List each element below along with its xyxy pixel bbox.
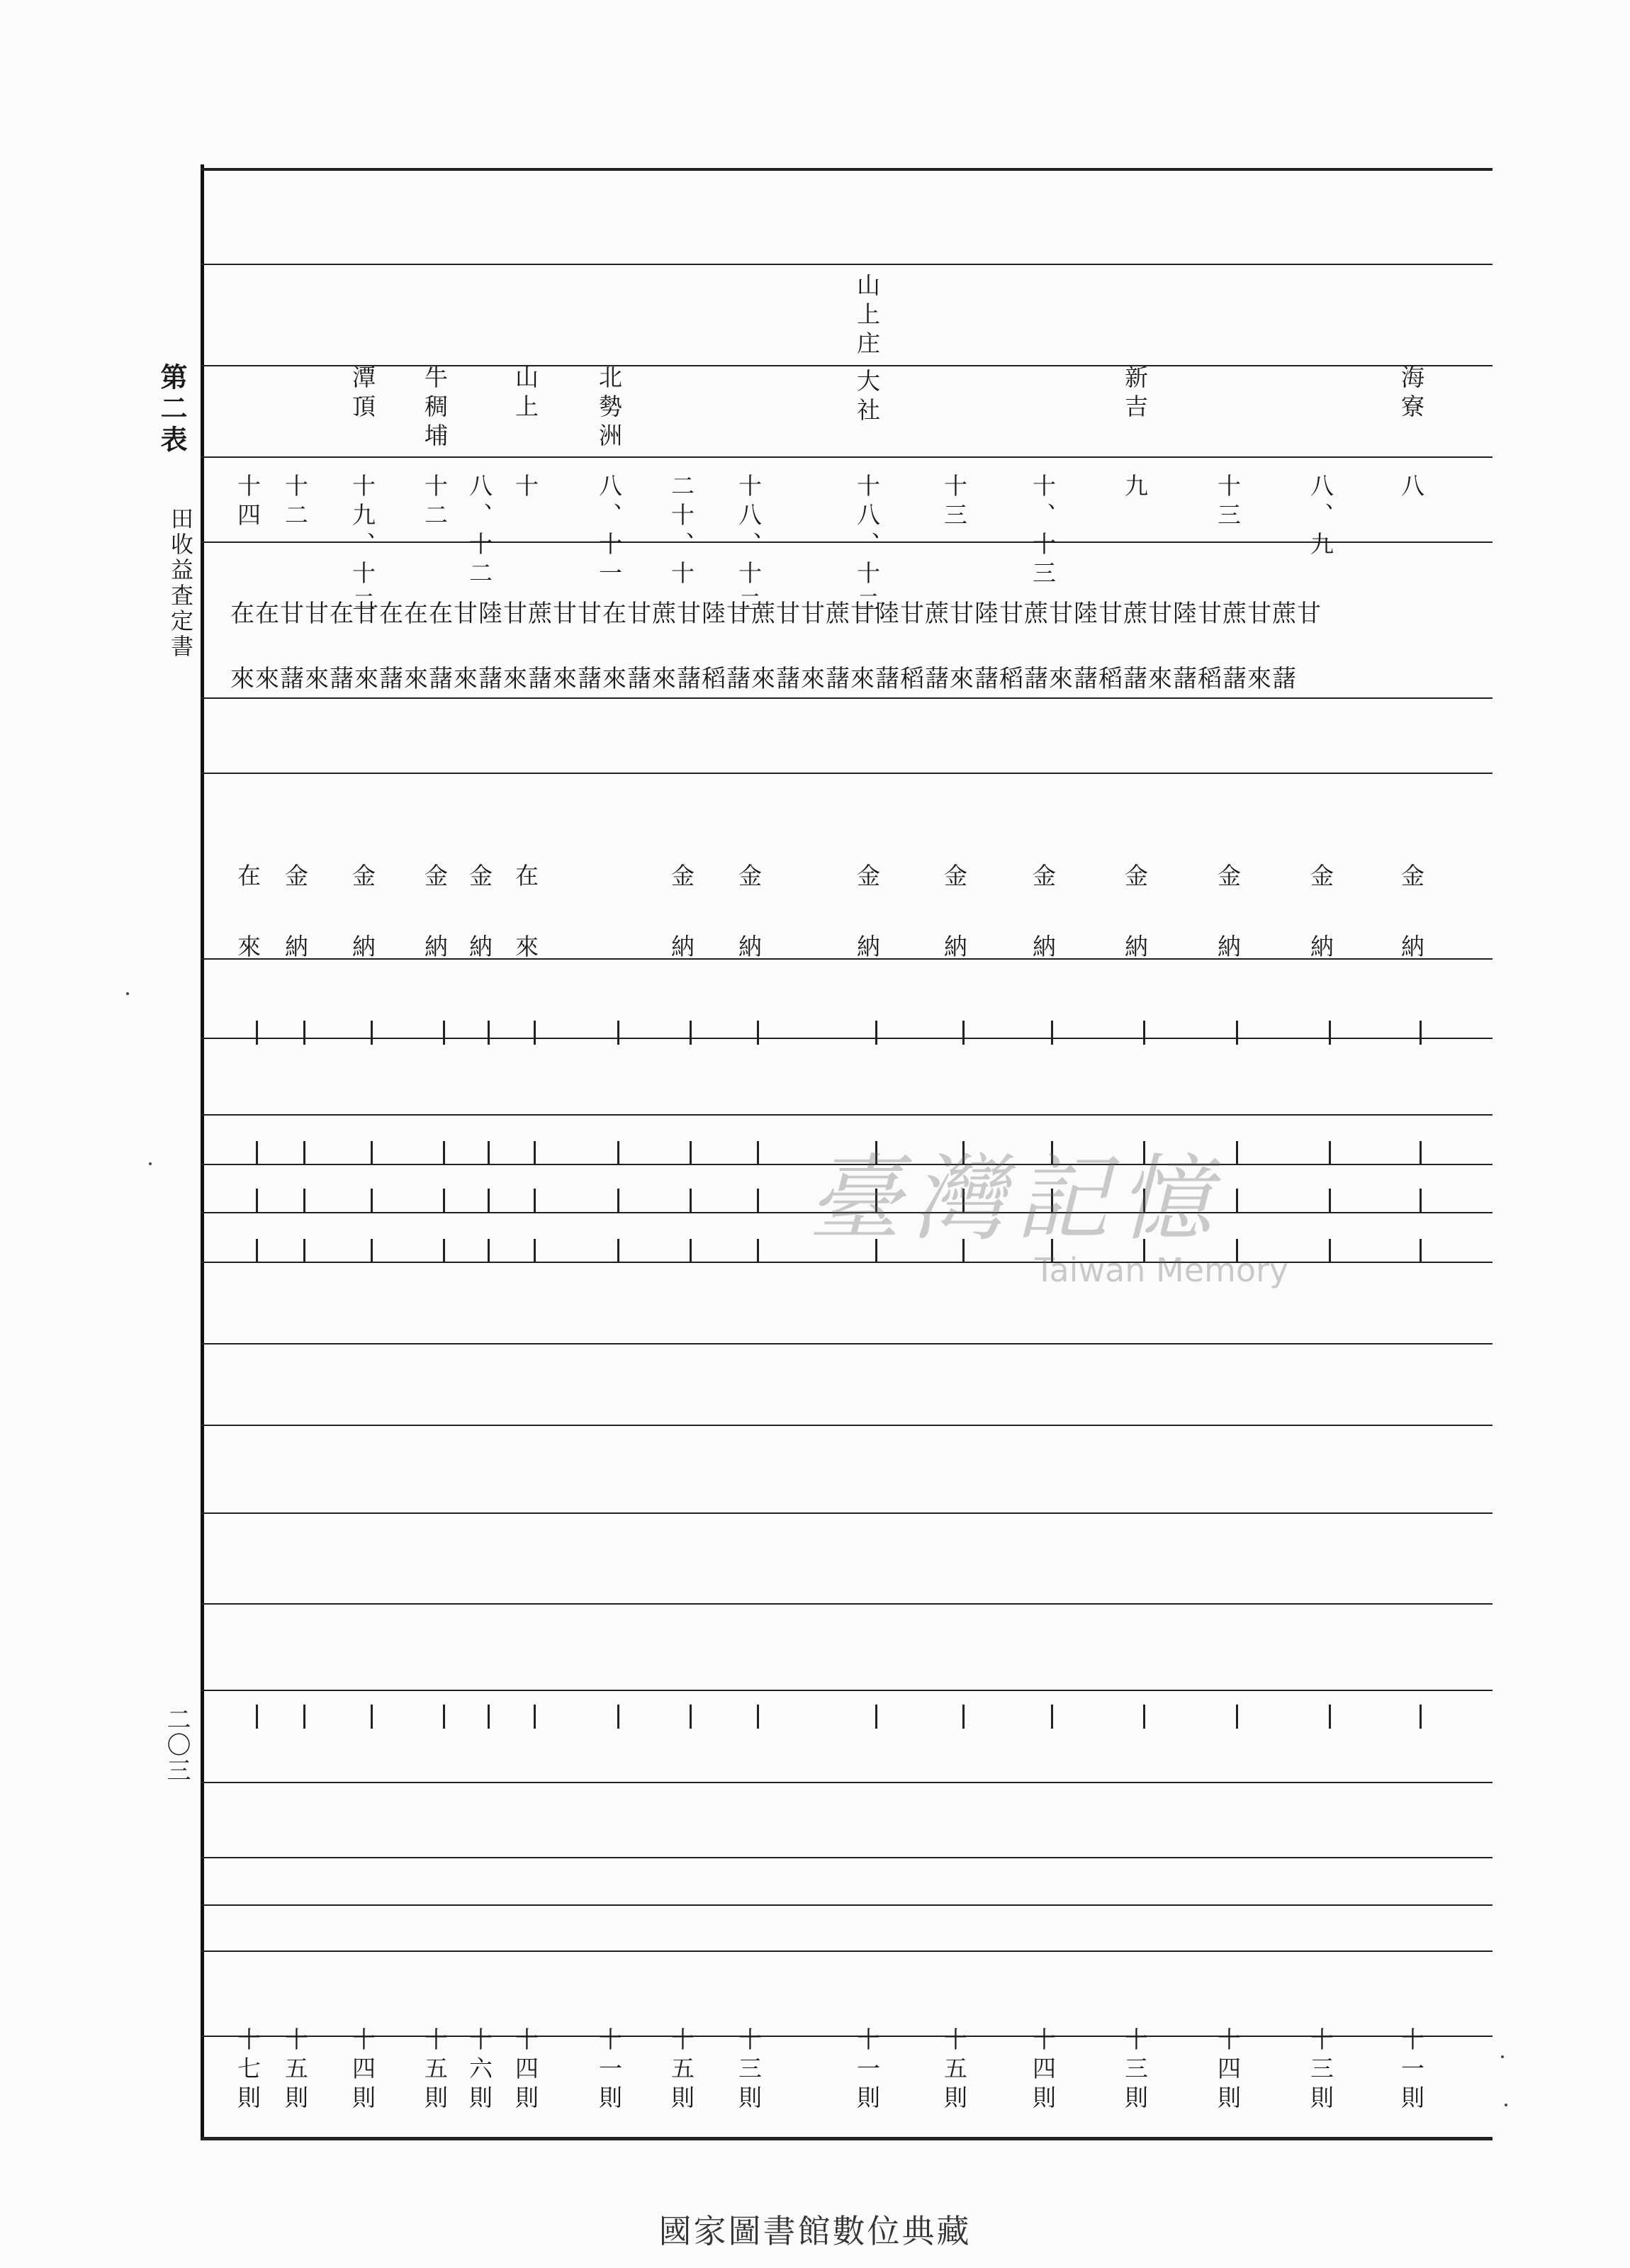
dash-marker [617,1021,619,1045]
dash-marker [617,1141,619,1165]
rank-cell: 八、十二 [466,473,493,590]
rule-10 [201,1164,1493,1165]
rank-cell: 十、十三 [1029,473,1057,590]
tax-kind-bottom: 納 [421,934,449,963]
dash-marker [443,1021,445,1045]
rule-2 [201,365,1493,366]
dash-marker [371,1705,373,1729]
dash-marker [875,1239,877,1263]
tax-kind-bottom: 來 [234,934,262,963]
tax-kind-bottom: 來 [512,934,539,963]
dash-marker [443,1189,445,1213]
rank-cell: 十八、十二 [853,473,881,619]
grade-cell: 十三則 [735,2027,763,2114]
tax-kind-bottom: 納 [1121,934,1149,963]
grade-cell: 十三則 [1121,2027,1149,2114]
tax-kind-bottom: 納 [1214,934,1242,963]
tax-kind-bottom: 納 [668,934,695,963]
dash-marker [488,1239,490,1263]
dash-marker [1051,1021,1053,1045]
dash-marker [488,1021,490,1045]
dash-marker [1420,1239,1422,1263]
dash-marker [443,1239,445,1263]
grade-cell: 十五則 [940,2027,968,2114]
dash-marker [1329,1141,1331,1165]
dash-marker [690,1141,692,1165]
rank-cell: 十三 [940,473,968,532]
rule-7 [201,958,1493,960]
place-col15: 海寮 [1398,365,1425,423]
rule-3 [201,456,1493,458]
tax-kind-top: 金 [668,863,695,892]
rank-cell: 八、十一 [595,473,623,590]
table-label: 第二表 [156,363,188,456]
dash-marker [488,1705,490,1729]
dash-marker [371,1189,373,1213]
rule-16 [201,1603,1493,1605]
grade-cell: 十四則 [1214,2027,1242,2114]
dash-marker [1051,1705,1053,1729]
rule-bottom [201,2137,1493,2140]
rank-cell: 八 [1398,473,1425,503]
dash-marker [757,1021,759,1045]
dash-marker [1143,1021,1145,1045]
page-number: 二〇三 [162,1707,191,1783]
dash-marker [1143,1189,1145,1213]
rule-12 [201,1262,1493,1263]
crops-row-1: 甘蔗甘蔗甘陸甘蔗甘陸甘蔗甘陸甘蔗甘陸甘蔗甘甘蔗甘陸甘蔗甘在甘甘蔗甘陸甘在在在甘在甘甘在在 [230,600,1322,628]
tax-kind-bottom: 納 [1398,934,1425,963]
grade-cell: 十一則 [1398,2027,1425,2114]
dash-marker [303,1705,305,1729]
rank-cell: 二十、十 [668,473,695,590]
assessment-table [201,164,1493,2140]
dash-marker [962,1705,965,1729]
dash-marker [1051,1141,1053,1165]
rule-4 [201,541,1493,543]
dash-marker [690,1189,692,1213]
crops-row-2: 藷來藷稻藷來藷稻藷來藷稻藷來藷稻藷來藷來藷來藷稻藷來藷來藷來藷來藷來藷來藷來藷來藷來來 [230,665,1297,693]
dash-marker [1143,1141,1145,1165]
tax-kind-top: 金 [349,863,376,892]
dash-marker [1329,1021,1331,1045]
dash-marker [1051,1239,1053,1263]
tax-kind-bottom: 納 [281,934,309,963]
watermark-main-text: 臺灣記憶 [808,1145,1222,1254]
dash-marker [1143,1705,1145,1729]
dash-marker [875,1141,877,1165]
dash-marker [690,1021,692,1045]
rule-17 [201,1690,1493,1691]
place-col9: 大社 [853,369,881,427]
dash-marker [962,1021,965,1045]
dash-marker [962,1189,965,1213]
tax-kind-top: 金 [1214,863,1242,892]
place-col5: 山上 [512,365,539,423]
dash-marker [1420,1705,1422,1729]
dash-marker [1420,1021,1422,1045]
dash-marker [1420,1189,1422,1213]
place-col9-top: 山上庄 [853,273,881,360]
rule-1 [201,264,1493,265]
dash-marker [534,1239,536,1263]
tax-kind-top: 在 [512,863,539,892]
scan-speck [149,1162,152,1165]
tax-kind-bottom: 納 [853,934,881,963]
dash-marker [1236,1141,1238,1165]
dash-marker [757,1189,759,1213]
rule-top [201,168,1493,171]
table-left-border [201,164,204,2140]
dash-marker [690,1705,692,1729]
tax-kind-top: 金 [853,863,881,892]
dash-marker [1236,1239,1238,1263]
rank-cell: 八、九 [1307,473,1334,561]
tax-kind-top: 金 [735,863,763,892]
dash-marker [875,1705,877,1729]
grade-cell: 十四則 [349,2027,376,2114]
rule-8 [201,1038,1493,1039]
dash-marker [534,1141,536,1165]
tax-kind-top: 金 [421,863,449,892]
dash-marker [303,1189,305,1213]
rule-11 [201,1212,1493,1213]
dash-marker [303,1021,305,1045]
dash-marker [303,1239,305,1263]
rank-cell: 十八、十二 [735,473,763,619]
rule-6 [201,773,1493,774]
dash-marker [1236,1705,1238,1729]
dash-marker [488,1189,490,1213]
dash-marker [875,1189,877,1213]
rule-18 [201,1782,1493,1783]
dash-marker [443,1705,445,1729]
dash-marker [1420,1141,1422,1165]
dash-marker [534,1189,536,1213]
rule-22 [201,2036,1493,2037]
dash-marker [371,1141,373,1165]
rule-9 [201,1114,1493,1116]
dash-marker [962,1141,965,1165]
rank-cell: 十二 [281,473,309,532]
tax-kind-top: 金 [1121,863,1149,892]
rank-cell: 十九、十二 [349,473,376,619]
dash-marker [256,1239,258,1263]
dash-marker [256,1189,258,1213]
grade-cell: 十六則 [466,2027,493,2114]
dash-marker [256,1021,258,1045]
dash-marker [617,1705,619,1729]
rank-cell: 九 [1121,473,1149,503]
dash-marker [256,1705,258,1729]
tax-kind-top: 金 [466,863,493,892]
grade-cell: 十四則 [512,2027,539,2114]
scan-speck [1505,2104,1507,2106]
grade-cell: 十一則 [595,2027,623,2114]
dash-marker [488,1141,490,1165]
rule-5 [201,697,1493,699]
tax-kind-bottom: 納 [1307,934,1334,963]
dash-marker [875,1021,877,1045]
tax-kind-bottom: 納 [349,934,376,963]
dash-marker [757,1705,759,1729]
tax-kind-bottom: 納 [735,934,763,963]
footer-caption: 國家圖書館數位典藏 [658,2212,972,2250]
dash-marker [1329,1705,1331,1729]
scan-speck [126,992,129,995]
tax-kind-top: 金 [1398,863,1425,892]
grade-cell: 十五則 [668,2027,695,2114]
grade-cell: 十一則 [853,2027,881,2114]
rank-cell: 十四 [234,473,262,532]
dash-marker [1236,1189,1238,1213]
dash-marker [443,1141,445,1165]
grade-cell: 十三則 [1307,2027,1334,2114]
book-title: 田收益査定書 [167,507,194,660]
tax-kind-top: 金 [1029,863,1057,892]
grade-cell: 十五則 [281,2027,309,2114]
rule-14 [201,1425,1493,1426]
dash-marker [1329,1189,1331,1213]
dash-marker [534,1705,536,1729]
rule-21 [201,1950,1493,1952]
dash-marker [1051,1189,1053,1213]
dash-marker [617,1239,619,1263]
dash-marker [1329,1239,1331,1263]
dash-marker [1143,1239,1145,1263]
tax-kind-top: 金 [940,863,968,892]
grade-cell: 十四則 [1029,2027,1057,2114]
dash-marker [303,1141,305,1165]
scan-speck [1501,2055,1504,2058]
rule-13 [201,1343,1493,1344]
place-col12: 新吉 [1121,365,1149,423]
rule-20 [201,1904,1493,1906]
rule-15 [201,1512,1493,1514]
grade-cell: 十七則 [234,2027,262,2114]
dash-marker [256,1141,258,1165]
dash-marker [690,1239,692,1263]
dash-marker [371,1239,373,1263]
rule-19 [201,1857,1493,1858]
grade-cell: 十五則 [421,2027,449,2114]
dash-marker [757,1141,759,1165]
watermark-sub-text: Taiwan Memory [1035,1251,1289,1289]
rank-cell: 十三 [1214,473,1242,532]
dash-marker [962,1239,965,1263]
tax-kind-bottom: 納 [466,934,493,963]
rank-cell: 十 [512,473,539,503]
tax-kind-bottom: 納 [940,934,968,963]
dash-marker [617,1189,619,1213]
tax-kind-top: 金 [1307,863,1334,892]
rank-cell: 十二 [421,473,449,532]
dash-marker [534,1021,536,1045]
tax-kind-top: 在 [234,863,262,892]
place-col3: 潭頂 [349,365,376,423]
dash-marker [1236,1021,1238,1045]
tax-kind-top: 金 [281,863,309,892]
place-col6: 北勢洲 [595,365,623,452]
place-col4: 牛稠埔 [421,365,449,452]
dash-marker [371,1021,373,1045]
dash-marker [757,1239,759,1263]
tax-kind-bottom: 納 [1029,934,1057,963]
